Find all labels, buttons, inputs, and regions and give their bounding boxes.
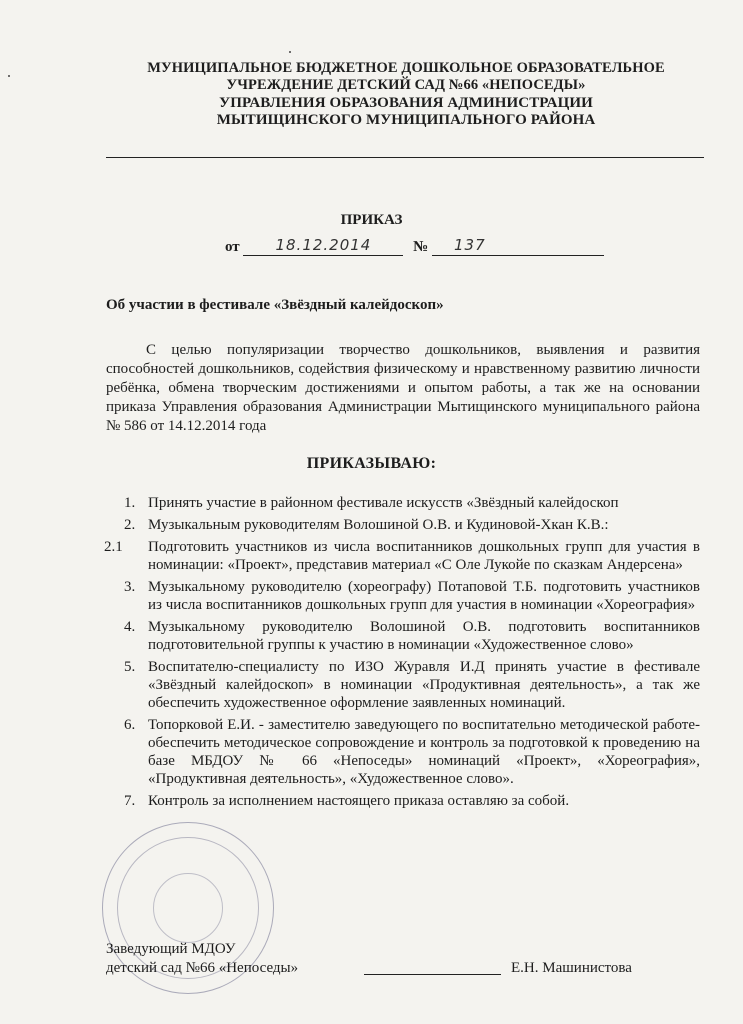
list-item [106,618,700,654]
item-number: 1. [124,495,136,511]
handwritten-date: 18.12.2014 [275,236,372,254]
item-text: Топорковой Е.И. - заместителю заведующего по воспитательно методической работе- обеспечить методическое сопровождение и контроль за подготовкой к проведению на базе МБДОУ № 66 «Непоседы» номинаций «Проект», «Хореография», «Продуктивная деятельность», «Художественное слово». [148,717,700,787]
signatory-name: Е.Н. Машинистова [511,960,632,976]
header-line-1: МУНИЦИПАЛЬНОЕ БЮДЖЕТНОЕ ДОШКОЛЬНОЕ ОБРАЗОВАТЕЛЬНОЕ [147,60,665,76]
signature-institution-line [106,959,706,978]
list-item [106,516,700,534]
orders-heading: ПРИКАЗЫВАЮ: [306,455,437,472]
item-text: Музыкальному руководителю (хореографу) Потаповой Т.Б. подготовить участников из числа воспитанников дошкольных групп для участия в номинации «Хореография» [148,579,700,613]
header-line-4: МЫТИЩИНСКОГО МУНИЦИПАЛЬНОГО РАЙОНА [216,112,596,128]
list-item [106,716,700,788]
order-items-list [106,494,700,814]
header-divider [106,157,704,158]
item-number: 4. [124,619,136,635]
order-subject: Об участии в фестивале «Звёздный калейдоскоп» [106,297,444,313]
number-field [432,237,604,256]
list-item [106,658,700,712]
item-number: 5. [124,659,136,675]
preamble-paragraph [106,341,700,436]
list-item [106,578,700,614]
department-header [106,95,706,129]
institution-header [106,60,706,94]
order-title: ПРИКАЗ [340,212,403,228]
item-text: Контроль за исполнением настоящего приказа оставляю за собой. [148,793,570,809]
order-date-number [225,237,604,256]
list-item [106,538,700,574]
preamble-text: С целью популяризации творчество дошкольников, выявления и развития способностей дошкольников, содействия физическому и нравственному развитию личности ребёнка, обмена творческим достижениями и опытом работы, а так же на основании приказа Управления образования Администрации Мытищинского муниципального района № 586 от 14.12.2014 года [106,342,700,434]
item-number: 3. [124,579,136,595]
header-line-3: УПРАВЛЕНИЯ ОБРАЗОВАНИЯ АДМИНИСТРАЦИИ [219,95,593,111]
signature-line [364,974,501,975]
signature-title: Заведующий МДОУ [106,941,236,957]
item-text: Музыкальным руководителям Волошиной О.В. и Кудиновой-Хкан К.В.: [148,517,609,533]
handwritten-number: 137 [454,236,486,254]
item-number: 2.1 [104,539,123,555]
item-number: 6. [124,717,136,733]
item-number: 7. [124,793,136,809]
item-text: Принять участие в районном фестивале искусств «Звёздный калейдоскоп [148,495,619,511]
date-field [243,237,403,256]
scan-speck [8,75,10,77]
list-item [106,494,700,512]
date-prefix: от [225,239,240,255]
list-item [106,792,700,810]
item-text: Подготовить участников из числа воспитанников дошкольных групп для участия в номинации: «Проект», представив материал «С Оле Лукойе по сказкам Андерсена» [148,539,700,573]
header-line-2: УЧРЕЖДЕНИЕ ДЕТСКИЙ САД №66 «НЕПОСЕДЫ» [226,77,586,93]
scan-speck [289,51,291,53]
number-prefix: № [413,239,429,255]
item-number: 2. [124,517,136,533]
signature-institution: детский сад №66 «Непоседы» [106,960,299,976]
signature-block [106,940,706,978]
item-text: Музыкальному руководителю Волошиной О.В. подготовить воспитанников подготовительной группы к участию в номинации «Художественное слово» [148,619,700,653]
item-text: Воспитателю-специалисту по ИЗО Журавля И.Д принять участие в фестивале «Звёздный калейдоскоп» в номинации «Продуктивная деятельность», а так же обеспечить художественное оформление заявленных номинаций. [148,659,700,711]
